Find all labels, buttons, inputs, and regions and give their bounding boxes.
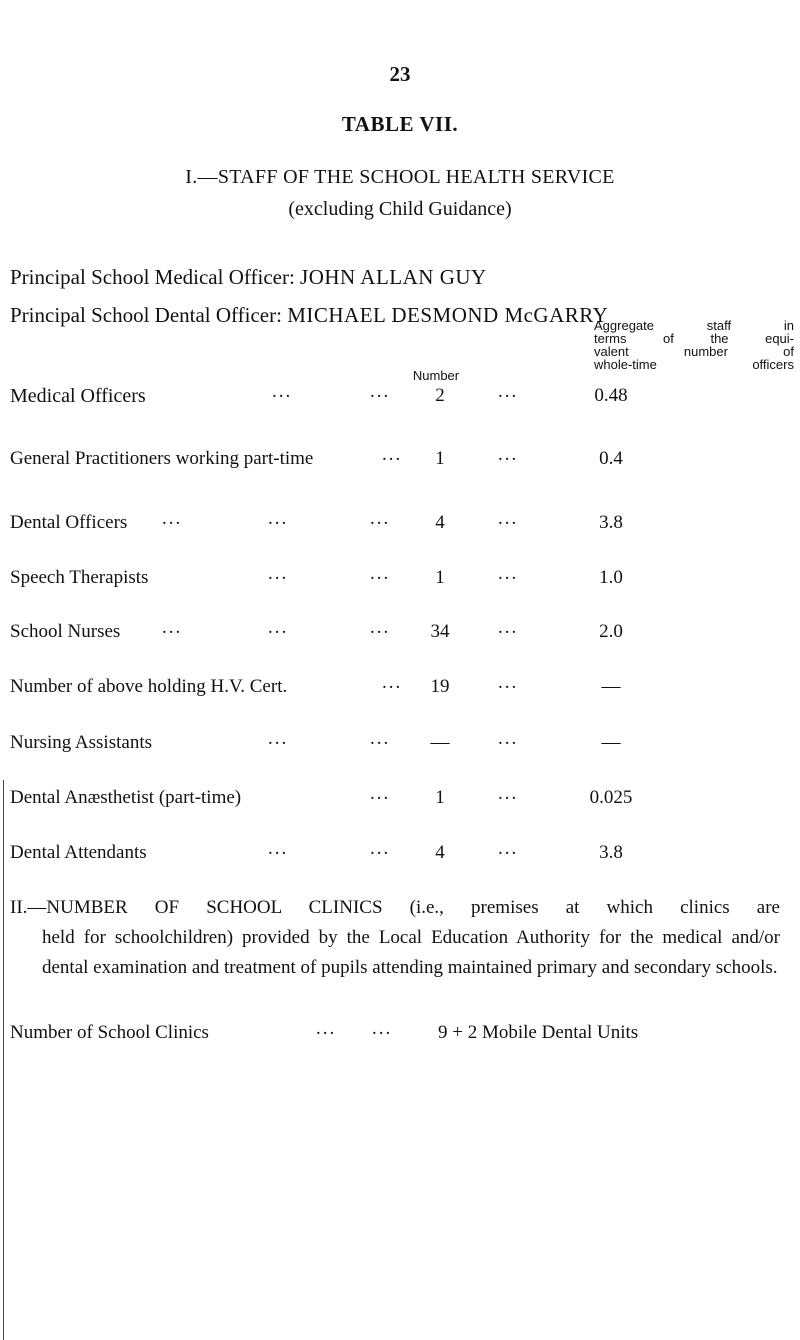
table-row — [10, 783, 790, 817]
row-fte: 0.48 — [594, 385, 628, 406]
row-number: 34 — [430, 621, 450, 642]
column-header-aggregate — [594, 319, 794, 371]
pmo-name: JOHN ALLAN GUY — [300, 265, 487, 289]
row-fte: — — [601, 676, 621, 697]
pdo-name: MICHAEL DESMOND McGARRY — [287, 303, 609, 327]
row-fte: — — [601, 732, 621, 753]
aggregate-line: whole-time officers — [594, 357, 794, 372]
clinics-value: 9 + 2 Mobile Dental Units — [438, 1022, 639, 1043]
row-number: 4 — [435, 842, 445, 863]
scan-margin-line — [3, 780, 4, 1340]
row-label: Medical Officers — [10, 385, 146, 407]
clinics-count-line — [10, 1018, 790, 1044]
section-clinics-paragraph — [10, 893, 780, 983]
aggregate-line: Aggregate staff in — [594, 318, 794, 333]
leader-dots: ... — [268, 617, 289, 638]
row-label: Number of above holding H.V. Cert. — [10, 676, 288, 697]
row-number: 1 — [435, 448, 445, 469]
leader-dots: ... — [498, 783, 519, 804]
leader-dots: ... — [498, 381, 519, 402]
row-number: 2 — [435, 385, 445, 406]
aggregate-line: valent number of — [594, 344, 794, 359]
row-number: 4 — [435, 512, 445, 533]
leader-dots: ... — [268, 563, 289, 584]
row-label: General Practitioners working part-time — [10, 448, 314, 469]
row-number: 1 — [435, 567, 445, 588]
leader-dots: ... — [316, 1018, 337, 1039]
row-fte: 3.8 — [599, 842, 623, 863]
leader-dots: ... — [268, 508, 289, 529]
column-header-number: Number — [412, 368, 460, 383]
row-label: School Nurses — [10, 621, 121, 642]
leader-dots: ... — [162, 617, 183, 638]
aggregate-line: terms of the equi- — [594, 331, 794, 346]
clinics-label: Number of School Clinics — [10, 1022, 209, 1043]
table-row — [10, 381, 790, 415]
row-label: Dental Officers — [10, 512, 128, 533]
leader-dots: ... — [498, 617, 519, 638]
row-number: 1 — [435, 787, 445, 808]
section-clinics-text: held for schoolchildren) provided by the Local Education Authority for the medical and/or dental examination and treatment of pupils attending maintained primary and secondary schools. — [42, 927, 780, 978]
leader-dots: ... — [370, 838, 391, 859]
row-fte: 3.8 — [599, 512, 623, 533]
table-row — [10, 444, 790, 478]
leader-dots: ... — [498, 508, 519, 529]
leader-dots: ... — [370, 783, 391, 804]
row-fte: 2.0 — [599, 621, 623, 642]
leader-dots: ... — [382, 444, 403, 465]
row-fte: 1.0 — [599, 567, 623, 588]
principal-medical-officer — [10, 265, 487, 290]
row-label: Nursing Assistants — [10, 732, 152, 753]
table-row — [10, 838, 790, 872]
section-clinics-heading: II.—NUMBER OF SCHOOL CLINICS (i.e., premises at which clinics are — [10, 897, 780, 918]
table-row — [10, 508, 790, 542]
leader-dots: ... — [370, 508, 391, 529]
leader-dots: ... — [370, 381, 391, 402]
leader-dots: ... — [268, 838, 289, 859]
row-number: — — [430, 732, 450, 753]
table-row — [10, 617, 790, 651]
leader-dots: ... — [268, 728, 289, 749]
leader-dots: ... — [162, 508, 183, 529]
row-number: 19 — [430, 676, 450, 697]
principal-dental-officer — [10, 303, 608, 328]
table-title: TABLE VII. — [341, 112, 459, 136]
row-label: Dental Attendants — [10, 842, 147, 863]
leader-dots: ... — [498, 444, 519, 465]
table-row — [10, 728, 790, 762]
page-number: 23 — [389, 62, 411, 86]
section-subheading: (excluding Child Guidance) — [288, 198, 512, 220]
leader-dots: ... — [382, 672, 403, 693]
leader-dots: ... — [498, 563, 519, 584]
leader-dots: ... — [370, 563, 391, 584]
row-fte: 0.025 — [589, 787, 633, 808]
row-label: Speech Therapists — [10, 567, 149, 588]
leader-dots: ... — [272, 381, 293, 402]
row-label: Dental Anæsthetist (part-time) — [10, 787, 242, 808]
leader-dots: ... — [498, 672, 519, 693]
leader-dots: ... — [370, 617, 391, 638]
row-fte: 0.4 — [599, 448, 623, 469]
leader-dots: ... — [370, 728, 391, 749]
pmo-label: Principal School Medical Officer: — [10, 265, 295, 289]
table-row — [10, 563, 790, 597]
leader-dots: ... — [498, 728, 519, 749]
table-row — [10, 672, 790, 706]
pdo-label: Principal School Dental Officer: — [10, 303, 282, 327]
leader-dots: ... — [372, 1018, 393, 1039]
leader-dots: ... — [498, 838, 519, 859]
section-heading-staff: I.—STAFF OF THE SCHOOL HEALTH SERVICE — [185, 166, 615, 188]
